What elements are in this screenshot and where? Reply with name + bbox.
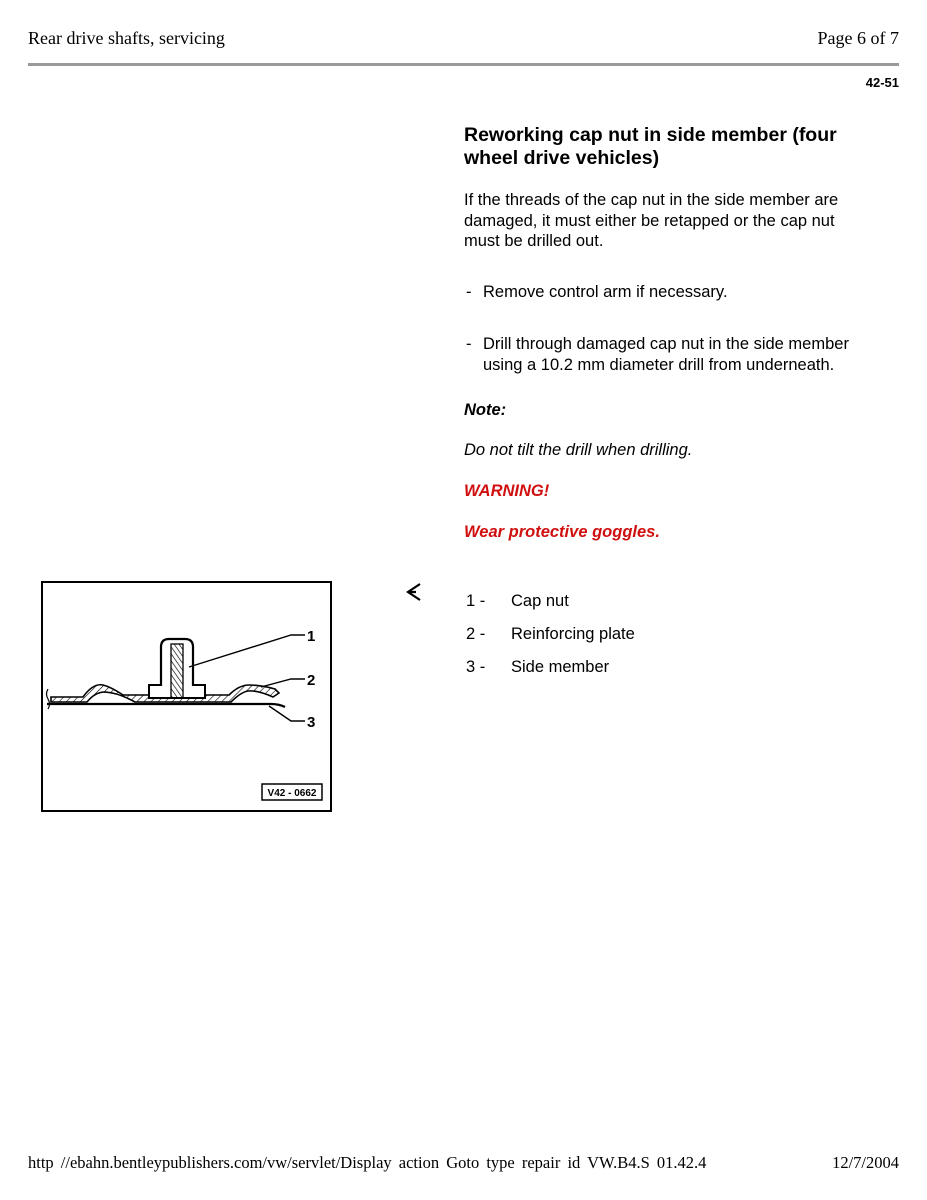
footer-url: http //ebahn.bentleypublishers.com/vw/servlet/Display action Goto type repair id VW.B4.S 01.42.4 (28, 1153, 707, 1172)
legend-label: Side member (511, 658, 610, 676)
step-text: Drill through damaged cap nut in the side member using a 10.2 mm diameter drill from underneath. (483, 335, 849, 374)
step-text: Remove control arm if necessary. (483, 282, 728, 301)
note-label: Note: (464, 401, 507, 419)
callout-3: 3 (307, 714, 316, 731)
figure-code: V42 - 0662 (267, 788, 317, 799)
document-title: Rear drive shafts, servicing (28, 28, 225, 48)
legend-item (464, 623, 864, 656)
warning-text: Wear protective goggles. (464, 523, 660, 541)
figure-legend (464, 590, 864, 689)
callout-1: 1 (307, 628, 316, 645)
footer-date: 12/7/2004 (832, 1153, 899, 1172)
legend-number: 1 - (466, 592, 486, 610)
section-number: 42-51 (865, 75, 899, 90)
warning-label: WARNING! (464, 482, 550, 500)
arrow-pointer-icon (404, 581, 426, 603)
legend-item (464, 656, 864, 689)
side-member (47, 704, 285, 707)
legend-item (464, 590, 864, 623)
step-item (464, 282, 874, 303)
callout-2: 2 (307, 672, 316, 689)
dash-marker: - (466, 335, 472, 353)
intro-paragraph: If the threads of the cap nut in the side member are damaged, it must either be retapped or the cap nut must be drilled out. (464, 191, 839, 250)
legend-label: Cap nut (511, 592, 569, 610)
legend-number: 2 - (466, 625, 486, 643)
page-number: Page 6 of 7 (817, 28, 899, 48)
cap-nut-diagram (41, 581, 332, 812)
legend-label: Reinforcing plate (511, 625, 635, 643)
diagram-drawing (43, 583, 330, 810)
procedure-content (464, 124, 874, 542)
legend-number: 3 - (466, 658, 486, 676)
step-item (464, 334, 874, 375)
header-divider (28, 63, 899, 66)
dash-marker: - (466, 282, 472, 301)
note-text: Do not tilt the drill when drilling. (464, 441, 693, 459)
section-heading: Reworking cap nut in side member (four wheel drive vehicles) (464, 124, 837, 169)
